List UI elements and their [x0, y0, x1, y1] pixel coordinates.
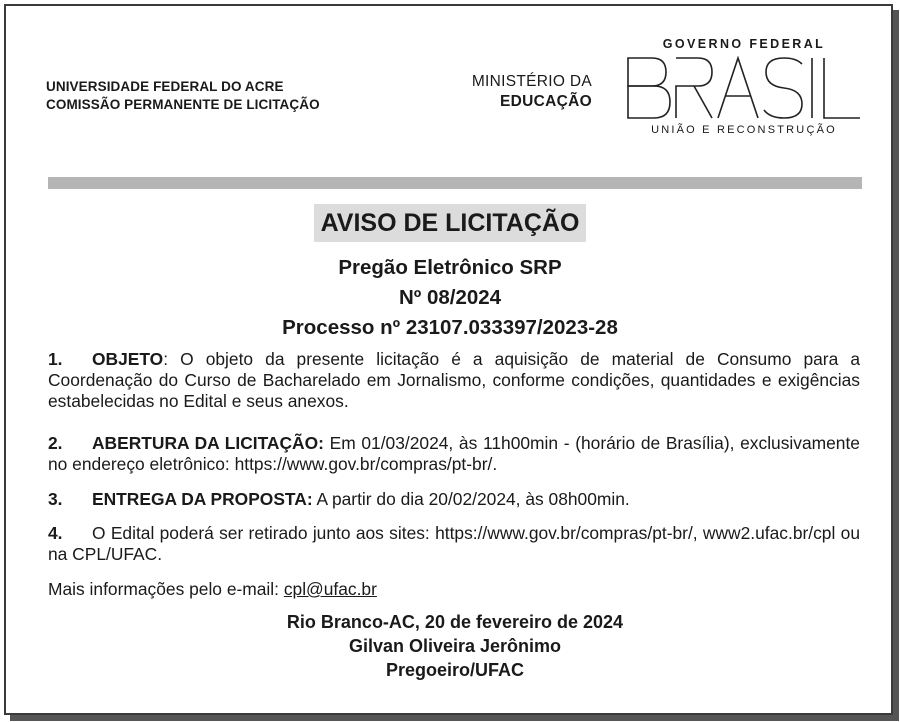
- gov-top-text: GOVERNO FEDERAL: [662, 37, 826, 51]
- item-number: 1.: [48, 349, 63, 369]
- item-number: 2.: [48, 433, 63, 453]
- gov-logo-block: [626, 37, 862, 136]
- subtitle-process: Processo nº 23107.033397/2023-28: [282, 316, 618, 339]
- email-link[interactable]: cpl@ufac.br: [283, 579, 377, 599]
- gov-slogan: UNIÃO E RECONSTRUÇÃO: [651, 124, 837, 136]
- header-divider: [48, 177, 862, 189]
- item-label: ABERTURA DA LICITAÇÃO:: [92, 433, 324, 453]
- item-text: A partir do dia 20/02/2024, às 08h00min.: [312, 489, 630, 509]
- ministry-line1: MINISTÉRIO DA: [471, 73, 592, 90]
- item-entrega: [48, 489, 860, 510]
- institution-name: UNIVERSIDADE FEDERAL DO ACRE: [46, 79, 284, 94]
- ministry-line2: EDUCAÇÃO: [500, 93, 592, 110]
- item-text: : O objeto da presente licitação é a aquisição de material de Consumo para a Coordenação do Curso de Bacharelado em Jornalismo, conforme condições, quantidades e exigências estabelecidas no Edital e seus anexos.: [48, 349, 860, 411]
- item-abertura: [48, 433, 860, 475]
- subtitle-number: Nº 08/2024: [398, 286, 502, 309]
- notice-title: AVISO DE LICITAÇÃO: [314, 204, 587, 242]
- item-label: ENTREGA DA PROPOSTA:: [92, 489, 313, 509]
- signature-place-date: Rio Branco-AC, 20 de fevereiro de 2024: [286, 612, 624, 632]
- item-number: 3.: [48, 489, 63, 509]
- item-text: O Edital poderá ser retirado junto aos sites: https://www.gov.br/compras/pt-br/, www2.ufac.br/cpl ou na CPL/UFAC.: [48, 523, 860, 564]
- signature-name: Gilvan Oliveira Jerônimo: [348, 636, 562, 656]
- item-label: OBJETO: [92, 349, 164, 369]
- commission-name: COMISSÃO PERMANENTE DE LICITAÇÃO: [46, 97, 320, 112]
- brasil-logo: [626, 56, 862, 120]
- more-info: [48, 579, 860, 600]
- institution-block: [46, 78, 320, 114]
- title-wrapper: [0, 204, 900, 242]
- subtitle-modality: Pregão Eletrônico SRP: [338, 256, 562, 279]
- ministry-block: [452, 72, 592, 112]
- item-number: 4.: [48, 523, 63, 543]
- item-text: Em 01/03/2024, às 11h00min - (horário de Brasília), exclusivamente no endereço eletrônico: https://www.gov.br/compras/pt-br/.: [48, 433, 860, 474]
- item-objeto: [48, 349, 860, 412]
- item-edital: [48, 523, 860, 565]
- signature-role: Pregoeiro/UFAC: [385, 660, 525, 680]
- more-info-text: Mais informações pelo e-mail:: [48, 579, 284, 599]
